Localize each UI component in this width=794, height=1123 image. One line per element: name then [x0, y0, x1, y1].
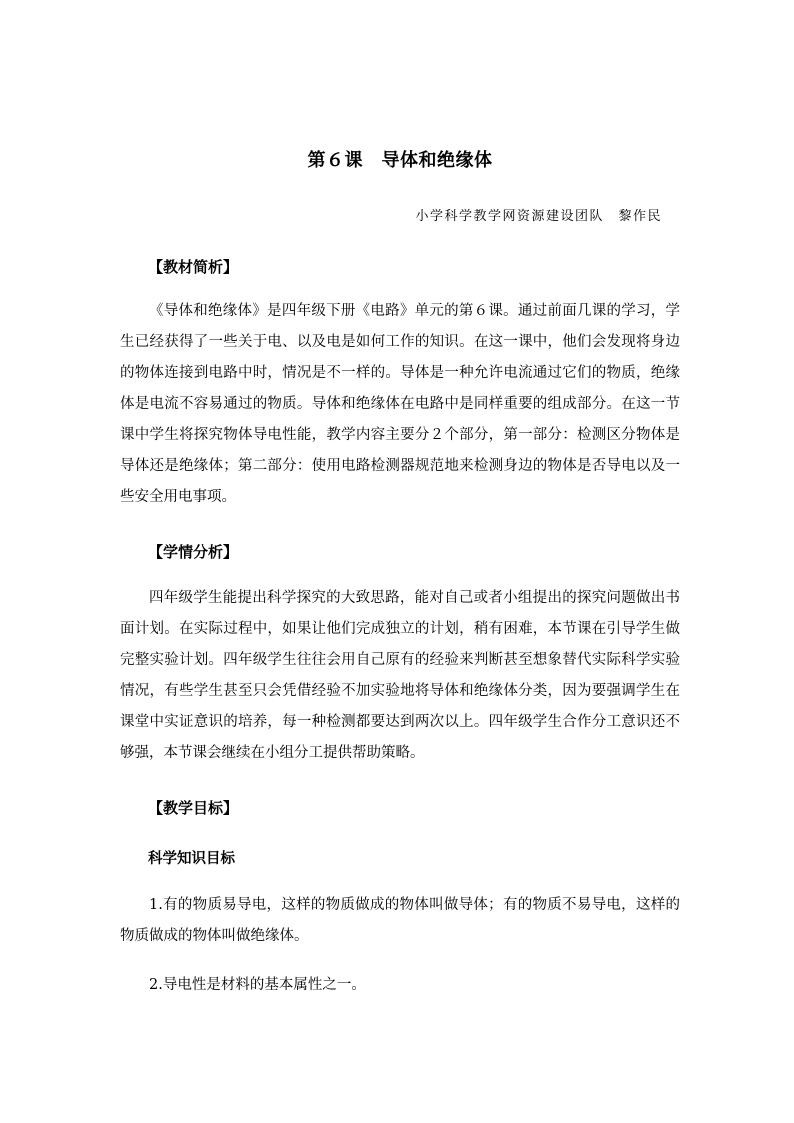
section-heading-teaching-goals: 【教学目标】 [148, 799, 239, 817]
student-analysis-paragraph: 四年级学生能提出科学探究的大致思路，能对自己或者小组提出的探究问题做出书面计划。在实际过程中，如果让他们完成独立的计划，稍有困难，本节课在引导学生做完整实验计划。四年级学生往往会用自己原有的经验来判断甚至想象替代实际科学实验情况，有些学生甚至只会凭借经验不加实验地将导体和绝缘体分类，因为要强调学生在课堂中实证意识的培养，每一种检测都要达到两次以上。四年级学生合作分工意识还不够强，本节课会继续在小组分工提供帮助策略。 [120, 590, 680, 761]
lesson-title: 第６课 导体和绝缘体 [307, 150, 493, 171]
goal-item-1: 1.有的物质易导电，这样的物质做成的物体叫做导体；有的物质不易导电，这样的物质做成的物体叫做绝缘体。 [120, 897, 680, 944]
subheading-science-knowledge: 科学知识目标 [148, 851, 235, 867]
textbook-analysis-paragraph: 《导体和绝缘体》是四年级下册《电路》单元的第６课。通过前面几课的学习，学生已经获得了一些关于电、以及电是如何工作的知识。在这一课中，他们会发现将身边的物体连接到电路中时，情况是不一样的。导体是一种允许电流通过它们的物质，绝缘体是电流不容易通过的物质。导体和绝缘体在电路中是同样重要的组成部分。在这一节课中学生将探究物体导电性能，教学内容主要分２个部分，第一部分：检测区分物体是导体还是绝缘体；第二部分：使用电路检测器规范地来检测身边的物体是否导电以及一些安全用电事项。 [120, 303, 680, 505]
goal-item-2: 2.导电性是材料的基本属性之一。 [149, 977, 366, 993]
author-line: 小学科学教学网资源建设团队 黎作民 [415, 209, 662, 224]
section-heading-textbook-analysis: 【教材简析】 [148, 258, 239, 276]
section-heading-student-analysis: 【学情分析】 [148, 543, 239, 561]
